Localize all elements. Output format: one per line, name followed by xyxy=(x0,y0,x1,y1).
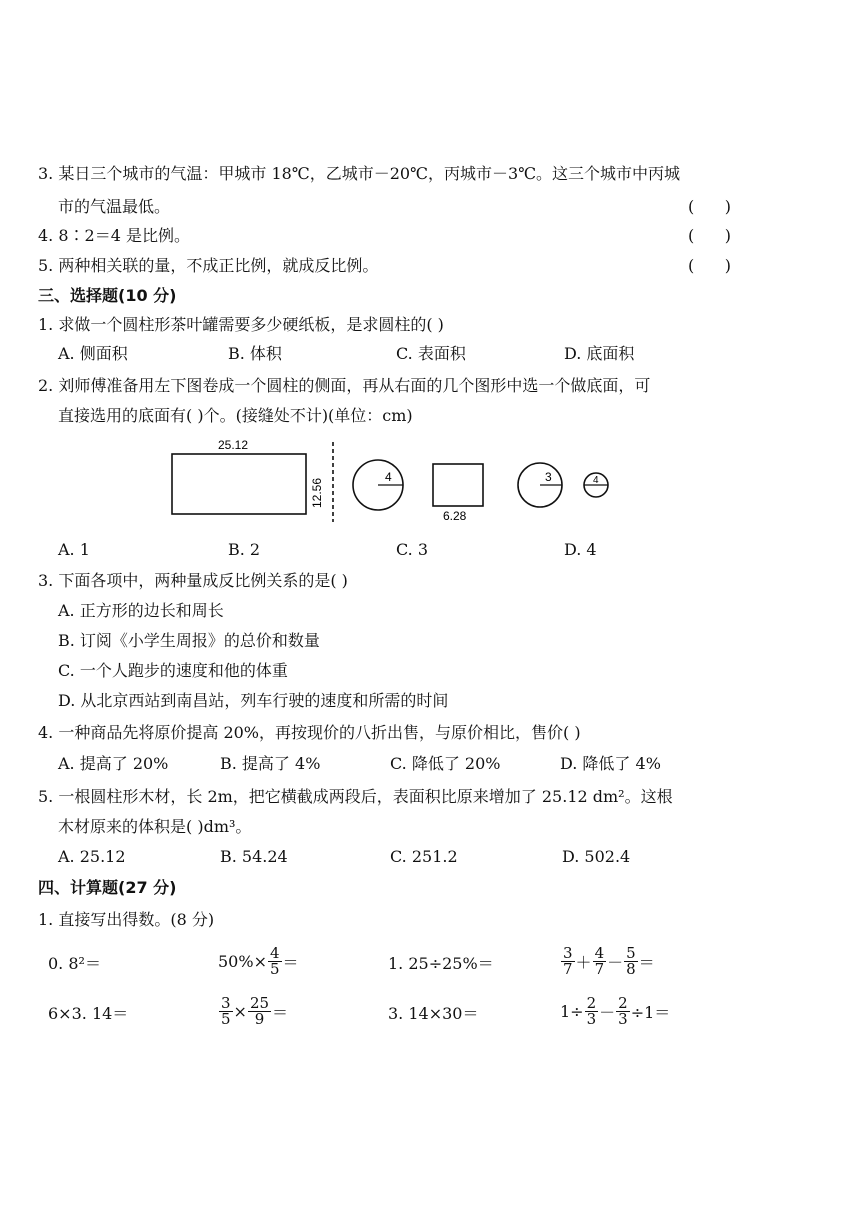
choice-option[interactable]: C. 表面积 xyxy=(396,344,466,363)
choice-option[interactable]: B. 54.24 xyxy=(220,847,288,866)
judge-q5: 5. 两种相关联的量，不成正比例，就成反比例。 xyxy=(38,256,379,275)
choice-q2-stem-line1: 2. 刘师傅准备用左下图卷成一个圆柱的侧面，再从右面的几个图形中选一个做底面，可 xyxy=(38,376,651,395)
choice-q3-stem: 3. 下面各项中，两种量成反比例关系的是( ) xyxy=(38,571,348,590)
calc-item: 50%× $\frac{4}{5}$ ＝ xyxy=(218,943,299,978)
choice-option[interactable]: B. 订阅《小学生周报》的总价和数量 xyxy=(58,631,320,650)
calc-expr: 1. 25÷25%＝ xyxy=(388,953,494,973)
fraction: $\frac{2}{3}$ xyxy=(618,993,628,1028)
square-shape xyxy=(433,464,483,506)
choice-option[interactable]: A. 1 xyxy=(58,540,90,559)
answer-paren[interactable]: ( ) xyxy=(688,197,731,216)
answer-paren[interactable]: ( ) xyxy=(688,256,731,275)
calc-item xyxy=(48,1000,128,1024)
calc-item: $\frac{3}{7}$ ＋ $\frac{4}{7}$ － $\frac{5}{8}$ ＝ xyxy=(563,943,655,978)
calc-item xyxy=(388,1000,478,1024)
choice-option[interactable]: A. 侧面积 xyxy=(58,344,128,363)
choice-option[interactable]: A. 正方形的边长和周长 xyxy=(58,601,224,620)
calc-q1-stem: 1. 直接写出得数。(8 分) xyxy=(38,910,215,929)
choice-option[interactable]: D. 降低了 4% xyxy=(560,754,661,773)
choice-option[interactable]: D. 4 xyxy=(564,540,597,559)
choice-option[interactable]: A. 提高了 20% xyxy=(58,754,169,773)
circle2-radius-label: 3 xyxy=(545,470,552,484)
section-title: 四、计算题(27 分) xyxy=(38,878,177,897)
calc-item xyxy=(388,950,494,974)
fraction: $\frac{4}{7}$ xyxy=(594,943,605,978)
choice-option[interactable]: A. 25.12 xyxy=(58,847,126,866)
choice-q5-stem-line2: 木材原来的体积是( )dm³。 xyxy=(58,817,252,836)
judge-q4: 4. 8∶2＝4 是比例。 xyxy=(38,226,190,245)
choice-option[interactable]: C. 一个人跑步的速度和他的体重 xyxy=(58,661,288,680)
calc-expr: 0. 8²＝ xyxy=(48,953,101,973)
choice-option[interactable]: D. 底面积 xyxy=(564,344,635,363)
rectangle-shape xyxy=(172,454,306,514)
answer-paren[interactable]: ( ) xyxy=(688,226,731,245)
choice-q2-stem-line2: 直接选用的底面有( )个。(接缝处不计)(单位：cm) xyxy=(58,406,413,425)
circle1-radius-label: 4 xyxy=(385,470,392,484)
choice-option[interactable]: B. 2 xyxy=(228,540,261,559)
fraction: $\frac{25}{9}$ xyxy=(249,993,270,1028)
circle3-radius-label: 4 xyxy=(593,475,599,486)
calc-expr: 50%× xyxy=(218,951,267,971)
square-side-label: 6.28 xyxy=(443,509,467,522)
choice-option[interactable]: C. 3 xyxy=(396,540,429,559)
cylinder-figure xyxy=(160,432,620,522)
choice-q5-stem-line1: 5. 一根圆柱形木材，长 2m，把它横截成两段后，表面积比原来增加了 25.12 dm²。这根 xyxy=(38,787,673,806)
fraction: $\frac{4}{5}$ xyxy=(269,943,280,978)
choice-q4-stem: 4. 一种商品先将原价提高 20%，再按现价的八折出售，与原价相比，售价( ) xyxy=(38,723,581,742)
choice-option[interactable]: B. 提高了 4% xyxy=(220,754,321,773)
fraction: $\frac{2}{3}$ xyxy=(586,993,597,1028)
section-title: 三、选择题(10 分) xyxy=(38,286,177,305)
fraction: $\frac{3}{5}$ xyxy=(221,993,231,1028)
rect-height-label: 12.56 xyxy=(310,477,324,508)
rect-width-label: 25.12 xyxy=(218,438,249,452)
choice-option[interactable]: D. 从北京西站到南昌站，列车行驶的速度和所需的时间 xyxy=(58,691,449,710)
fraction: $\frac{3}{7}$ xyxy=(563,943,573,978)
choice-option[interactable]: D. 502.4 xyxy=(562,847,631,866)
calc-item xyxy=(48,950,101,974)
choice-option[interactable]: B. 体积 xyxy=(228,344,282,363)
fraction: $\frac{5}{8}$ xyxy=(626,943,636,978)
choice-q1-stem: 1. 求做一个圆柱形茶叶罐需要多少硬纸板，是求圆柱的( ) xyxy=(38,315,444,334)
calc-item: 1÷ $\frac{2}{3}$ － $\frac{2}{3}$ ÷1＝ xyxy=(560,993,671,1028)
judge-q3-line2: 市的气温最低。 xyxy=(58,197,171,216)
choice-option[interactable]: C. 251.2 xyxy=(390,847,458,866)
judge-q3-line1: 3. 某日三个城市的气温：甲城市 18℃，乙城市－20℃，丙城市－3℃。这三个城市中丙城 xyxy=(38,164,681,183)
calc-item: $\frac{3}{5}$ × $\frac{25}{9}$ ＝ xyxy=(221,993,289,1028)
calc-expr: 6×3. 14＝ xyxy=(48,1003,129,1023)
choice-option[interactable]: C. 降低了 20% xyxy=(390,754,501,773)
calc-expr: 3. 14×30＝ xyxy=(388,1003,479,1023)
